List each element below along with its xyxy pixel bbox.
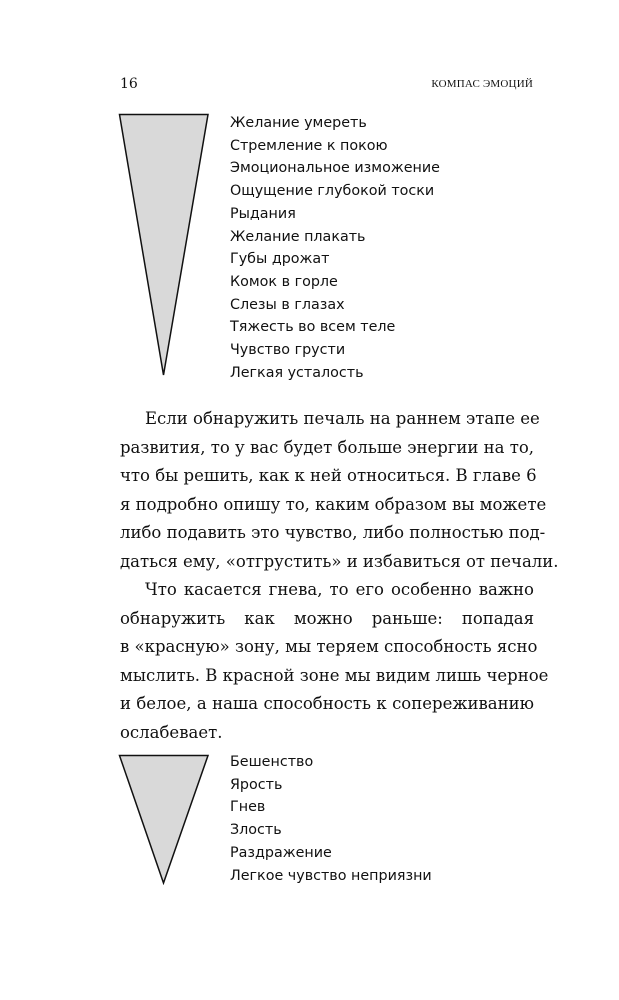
text-line: и белое, а наша способность к сопереживанию bbox=[120, 694, 534, 714]
list-item: Бешенство bbox=[230, 754, 314, 770]
paragraph-sadness bbox=[120, 405, 559, 577]
list-item: Легкая усталость bbox=[230, 364, 364, 381]
text-line: в «красную» зону, мы теряем способность ясно bbox=[120, 637, 538, 657]
list-item: Раздражение bbox=[230, 844, 332, 861]
anger-scale-list bbox=[230, 751, 432, 887]
text-line: либо подавить это чувство, либо полностью под- bbox=[120, 523, 546, 543]
text-line: мыслить. В красной зоне мы видим лишь черное bbox=[120, 665, 549, 685]
text-line: Если обнаружить печаль на раннем этапе ее bbox=[145, 409, 540, 428]
list-item: Эмоциональное изможение bbox=[230, 160, 440, 177]
text-line: ослабевает. bbox=[120, 722, 223, 742]
sadness-intensity-triangle bbox=[118, 113, 210, 378]
list-item: Губы дрожат bbox=[230, 251, 330, 268]
anger-intensity-triangle bbox=[118, 754, 210, 885]
list-item: Легкое чувство неприязни bbox=[230, 867, 432, 884]
list-item: Желание плакать bbox=[230, 228, 366, 245]
paragraph-anger bbox=[120, 576, 549, 748]
list-item: Желание умереть bbox=[230, 115, 367, 131]
text-line: развития, то у вас будет больше энергии на то, bbox=[120, 437, 535, 457]
page-header bbox=[120, 76, 533, 96]
list-item: Ощущение глубокой тоски bbox=[230, 183, 435, 200]
list-item: Ярость bbox=[230, 776, 283, 793]
list-item: Тяжесть во всем теле bbox=[230, 319, 396, 336]
list-item: Рыдания bbox=[230, 205, 296, 222]
list-item: Комок в горле bbox=[230, 273, 338, 290]
text-line: Что касается гнева, то его особенно важно bbox=[145, 580, 534, 599]
page-number: 16 bbox=[120, 76, 138, 92]
list-item: Гнев bbox=[230, 799, 266, 816]
text-line: даться ему, «отгрустить» и избавиться от печали. bbox=[120, 551, 559, 571]
text-line: обнаружить как можно раньше: попадая bbox=[120, 608, 534, 628]
running-title: КОМПАС ЭМОЦИЙ bbox=[431, 78, 533, 90]
list-item: Злость bbox=[230, 822, 282, 839]
text-line: я подробно опишу то, каким образом вы можете bbox=[120, 494, 547, 514]
list-item: Слезы в глазах bbox=[230, 296, 345, 313]
list-item: Стремление к покою bbox=[230, 137, 388, 154]
sadness-scale-list bbox=[230, 112, 440, 384]
text-line: что бы решить, как к ней относиться. В главе 6 bbox=[120, 466, 537, 486]
list-item: Чувство грусти bbox=[230, 342, 346, 359]
